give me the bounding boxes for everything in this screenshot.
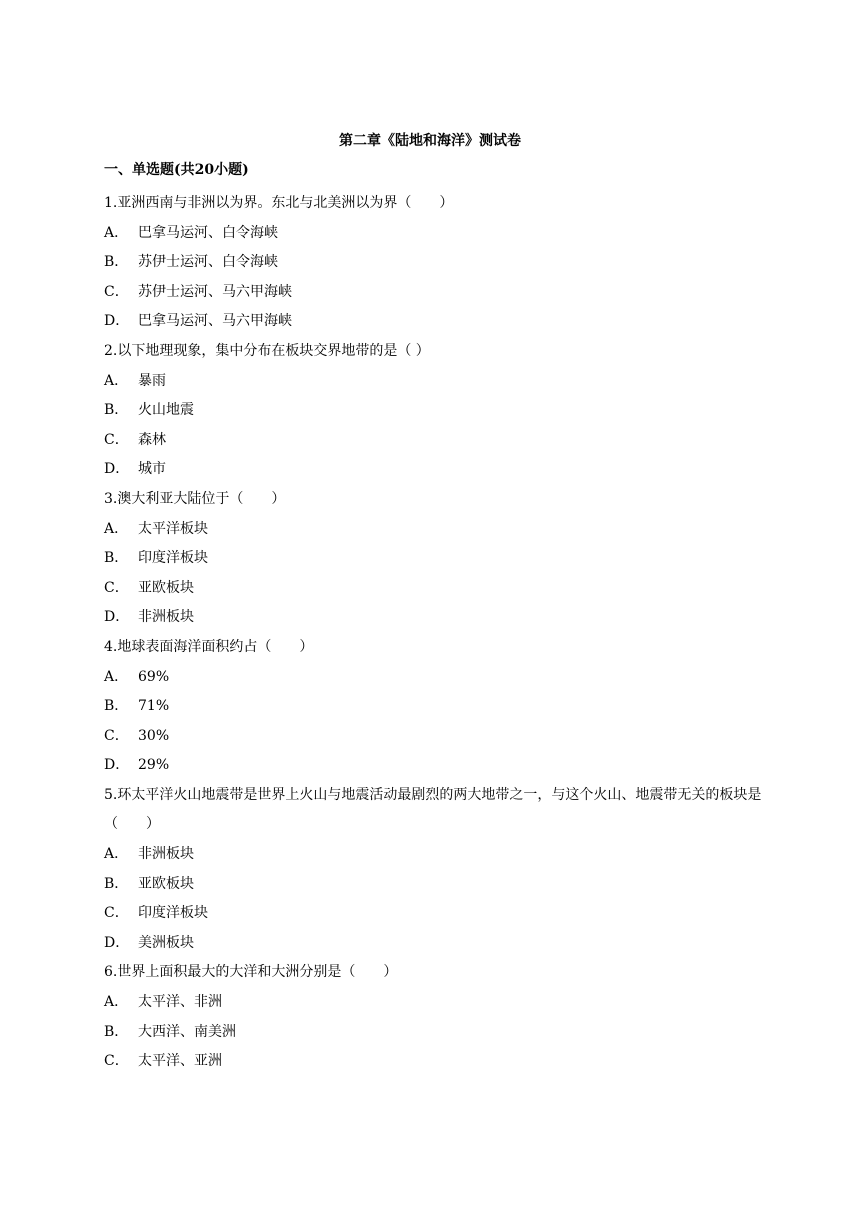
option-letter: A． (104, 372, 129, 389)
question-stem: 3.澳大利亚大陆位于（ ） (104, 490, 286, 507)
option-text: 太平洋、亚洲 (138, 1053, 222, 1070)
option-letter: D． (104, 461, 130, 478)
option-text: 亚欧板块 (138, 579, 194, 596)
question-stem: 2.以下地理现象，集中分布在板块交界地带的是（ ） (104, 342, 430, 359)
question-2 (104, 337, 764, 485)
option-text: 太平洋板块 (138, 520, 208, 537)
option-letter: B． (104, 402, 129, 419)
question-stem: 1.亚洲西南与非洲以为界。东北与北美洲以为界（ ） (104, 195, 454, 211)
question-stem: 5.环太平洋火山地震带是世界上火山与地震活动最剧烈的两大地带之一，与这个火山、地震带无关的板块是（ ） (104, 786, 762, 833)
option-text: 巴拿马运河、白令海峡 (138, 224, 278, 241)
question-6 (104, 958, 764, 1076)
option-b (104, 1018, 764, 1048)
question-list (104, 189, 764, 1077)
option-text: 29% (138, 757, 170, 774)
option-text: 非洲板块 (138, 846, 194, 863)
option-a (104, 367, 764, 397)
option-text: 城市 (138, 461, 166, 478)
option-a (104, 515, 764, 545)
option-letter: D． (104, 313, 130, 330)
option-d (104, 751, 764, 781)
option-letter: C． (104, 727, 129, 744)
option-letter: D． (104, 609, 130, 626)
option-c (104, 899, 764, 929)
option-text: 苏伊士运河、马六甲海峡 (138, 283, 292, 300)
option-d (104, 603, 764, 633)
option-b (104, 396, 764, 426)
option-a (104, 840, 764, 870)
option-letter: C． (104, 905, 129, 922)
option-text: 非洲板块 (138, 609, 194, 626)
option-c (104, 574, 764, 604)
option-letter: A． (104, 224, 129, 241)
question-5 (104, 781, 764, 959)
option-b (104, 248, 764, 278)
option-letter: D． (104, 934, 130, 951)
option-text: 美洲板块 (138, 934, 194, 951)
option-b (104, 692, 764, 722)
option-letter: B． (104, 875, 129, 892)
option-letter: C． (104, 431, 129, 448)
option-a (104, 988, 764, 1018)
option-letter: A． (104, 520, 129, 537)
page-title: 第二章《陆地和海洋》测试卷 (339, 133, 521, 149)
option-text: 苏伊士运河、白令海峡 (138, 254, 278, 271)
option-letter: D． (104, 757, 130, 774)
question-1 (104, 189, 764, 337)
option-d (104, 307, 764, 337)
option-letter: C． (104, 1053, 129, 1070)
option-text: 71% (138, 698, 170, 715)
option-letter: A． (104, 668, 129, 685)
option-text: 暴雨 (138, 372, 166, 389)
option-text: 巴拿马运河、马六甲海峡 (138, 313, 292, 330)
option-letter: A． (104, 994, 129, 1011)
option-text: 太平洋、非洲 (138, 994, 222, 1011)
section-heading: 一、单选题(共20小题) (104, 162, 249, 178)
option-a (104, 663, 764, 693)
option-text: 印度洋板块 (138, 550, 208, 567)
option-letter: B． (104, 550, 129, 567)
option-letter: C． (104, 579, 129, 596)
question-stem: 4.地球表面海洋面积约占（ ） (104, 638, 314, 655)
option-d (104, 929, 764, 959)
option-text: 森林 (138, 431, 166, 448)
option-b (104, 544, 764, 574)
option-c (104, 278, 764, 308)
option-text: 30% (138, 727, 170, 744)
option-text: 火山地震 (138, 402, 194, 419)
option-c (104, 426, 764, 456)
option-text: 大西洋、南美洲 (138, 1023, 236, 1040)
question-3 (104, 485, 764, 633)
option-letter: C． (104, 283, 129, 300)
question-stem: 6.世界上面积最大的大洋和大洲分别是（ ） (104, 964, 398, 981)
option-letter: B． (104, 698, 129, 715)
option-c (104, 722, 764, 752)
option-text: 69% (138, 668, 170, 685)
question-4 (104, 633, 764, 781)
option-a (104, 219, 764, 249)
option-text: 亚欧板块 (138, 875, 194, 892)
option-c (104, 1047, 764, 1077)
option-letter: A． (104, 846, 129, 863)
option-b (104, 870, 764, 900)
option-text: 印度洋板块 (138, 905, 208, 922)
option-letter: B． (104, 254, 129, 271)
option-letter: B． (104, 1023, 129, 1040)
option-d (104, 455, 764, 485)
